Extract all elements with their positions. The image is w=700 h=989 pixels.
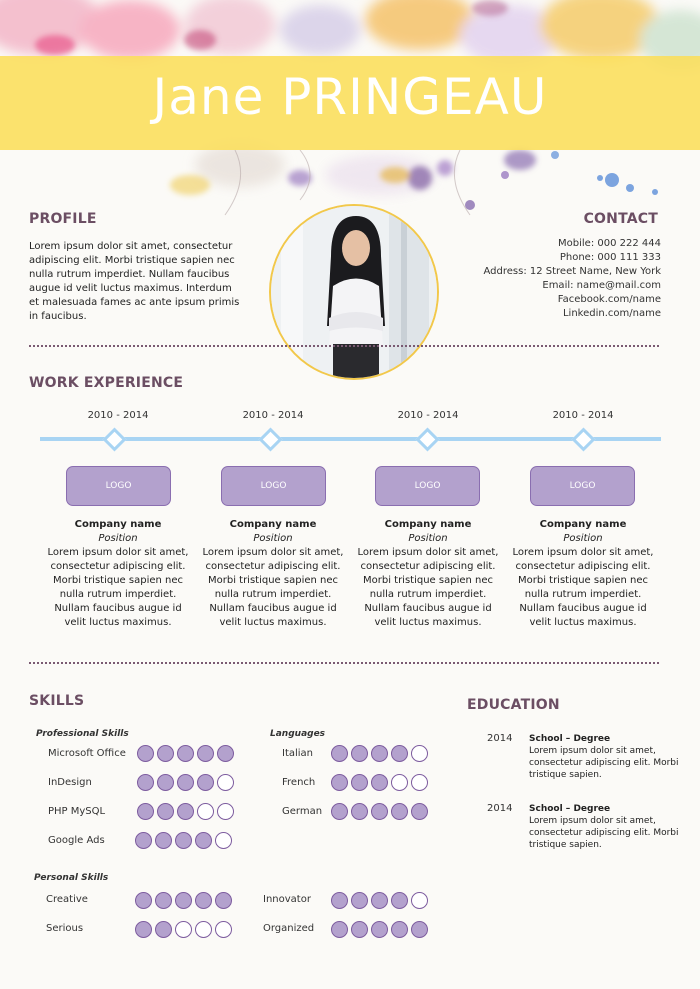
job-1-logo: LOGO (66, 466, 171, 506)
skill-rating (137, 774, 234, 791)
rating-dot-empty (195, 921, 212, 938)
timeline-marker (571, 427, 595, 451)
personal-skill-label: Organized (263, 923, 315, 934)
job-position: Position (408, 533, 448, 544)
rating-dot-filled (351, 921, 368, 938)
personal-skill-rating (135, 921, 232, 938)
rating-dot-empty (411, 774, 428, 791)
job-3-years: 2010 - 2014 (397, 410, 459, 421)
job-1 (43, 518, 193, 630)
rating-dot-filled (157, 774, 174, 791)
rating-dot-empty (215, 921, 232, 938)
rating-dot-empty (215, 832, 232, 849)
job-company: Company name (384, 519, 472, 530)
rating-dot-filled (177, 774, 194, 791)
rating-dot-empty (411, 745, 428, 762)
rating-dot-filled (351, 892, 368, 909)
job-company: Company name (539, 519, 627, 530)
rating-dot-filled (391, 803, 408, 820)
contact-title: CONTACT (583, 211, 658, 227)
personal-skill-rating (135, 892, 232, 909)
job-2-years: 2010 - 2014 (242, 410, 304, 421)
personal-skill-label: Creative (46, 894, 88, 905)
skill-rating (137, 745, 234, 762)
job-4-years: 2010 - 2014 (552, 410, 614, 421)
languages-title: Languages (270, 729, 326, 739)
job-position: Position (563, 533, 603, 544)
job-company: Company name (74, 519, 162, 530)
personal-skill-rating (331, 921, 428, 938)
personal-skill-label: Serious (46, 923, 84, 934)
rating-dot-filled (197, 774, 214, 791)
skill-rating (137, 803, 234, 820)
education-description: Lorem ipsum dolor sit amet, consectetur adipiscing elit. Morbi tristique sapien. (529, 746, 679, 780)
contact-mobile: Mobile: 000 222 444 (558, 238, 661, 249)
job-description: Lorem ipsum dolor sit amet, consectetur adipiscing elit. Morbi tristique sapien nec nulla rutrum imperdiet. Nullam faucibus augue id velit luctus maximus. (357, 547, 499, 628)
education-year: 2014 (487, 733, 513, 744)
rating-dot-filled (135, 892, 152, 909)
job-3-logo: LOGO (375, 466, 480, 506)
rating-dot-filled (215, 892, 232, 909)
work-title: WORK EXPERIENCE (29, 375, 184, 391)
education-title: EDUCATION (467, 697, 560, 713)
language-label: German (282, 806, 323, 817)
rating-dot-filled (331, 745, 348, 762)
rating-dot-filled (157, 803, 174, 820)
rating-dot-filled (157, 745, 174, 762)
job-3 (353, 518, 503, 630)
rating-dot-filled (411, 803, 428, 820)
rating-dot-empty (217, 774, 234, 791)
personal-skills-title: Personal Skills (34, 873, 109, 883)
job-2 (198, 518, 348, 630)
profile-photo (269, 204, 439, 380)
skill-rating (135, 832, 232, 849)
skill-label: Microsoft Office (48, 748, 126, 759)
section-divider (29, 345, 659, 347)
rating-dot-filled (177, 745, 194, 762)
job-description: Lorem ipsum dolor sit amet, consectetur adipiscing elit. Morbi tristique sapien nec nulla rutrum imperdiet. Nullam faucibus augue id velit luctus maximus. (512, 547, 654, 628)
education-description: Lorem ipsum dolor sit amet, consectetur adipiscing elit. Morbi tristique sapien. (529, 816, 679, 850)
portrait-illustration (271, 206, 439, 380)
rating-dot-filled (155, 892, 172, 909)
rating-dot-filled (351, 745, 368, 762)
rating-dot-empty (175, 921, 192, 938)
rating-dot-filled (217, 745, 234, 762)
education-degree: School – Degree (529, 804, 611, 814)
rating-dot-filled (331, 774, 348, 791)
rating-dot-filled (371, 803, 388, 820)
rating-dot-filled (371, 774, 388, 791)
rating-dot-filled (351, 774, 368, 791)
rating-dot-filled (391, 892, 408, 909)
rating-dot-filled (391, 921, 408, 938)
rating-dot-filled (371, 892, 388, 909)
language-rating (331, 774, 428, 791)
timeline-marker (102, 427, 126, 451)
rating-dot-filled (331, 892, 348, 909)
section-divider (29, 662, 659, 664)
job-position: Position (253, 533, 293, 544)
rating-dot-filled (137, 774, 154, 791)
rating-dot-filled (137, 745, 154, 762)
rating-dot-filled (197, 745, 214, 762)
rating-dot-filled (371, 745, 388, 762)
job-description: Lorem ipsum dolor sit amet, consectetur adipiscing elit. Morbi tristique sapien nec nulla rutrum imperdiet. Nullam faucibus augue id velit luctus maximus. (202, 547, 344, 628)
contact-facebook: Facebook.com/name (557, 294, 661, 305)
contact-email: Email: name@mail.com (542, 280, 661, 291)
rating-dot-filled (175, 892, 192, 909)
rating-dot-filled (411, 921, 428, 938)
personal-skill-rating (331, 892, 428, 909)
rating-dot-empty (217, 803, 234, 820)
education-year: 2014 (487, 803, 513, 814)
rating-dot-filled (391, 745, 408, 762)
rating-dot-filled (135, 832, 152, 849)
job-1-years: 2010 - 2014 (87, 410, 149, 421)
rating-dot-filled (331, 921, 348, 938)
professional-skills-title: Professional Skills (36, 729, 129, 739)
skill-label: PHP MySQL (48, 806, 106, 817)
education-item (529, 803, 679, 851)
timeline-marker (258, 427, 282, 451)
language-label: Italian (282, 748, 314, 759)
contact-block (431, 237, 661, 321)
job-description: Lorem ipsum dolor sit amet, consectetur adipiscing elit. Morbi tristique sapien nec nulla rutrum imperdiet. Nullam faucibus augue id velit luctus maximus. (47, 547, 189, 628)
skill-label: InDesign (48, 777, 92, 788)
rating-dot-filled (195, 832, 212, 849)
rating-dot-filled (137, 803, 154, 820)
job-4 (508, 518, 658, 630)
timeline-bar (40, 437, 661, 441)
education-item (529, 733, 679, 781)
job-position: Position (98, 533, 138, 544)
rating-dot-filled (135, 921, 152, 938)
contact-linkedin: Linkedin.com/name (562, 308, 661, 319)
job-company: Company name (229, 519, 317, 530)
rating-dot-filled (155, 921, 172, 938)
personal-skill-label: Innovator (263, 894, 311, 905)
rating-dot-filled (371, 921, 388, 938)
profile-title: PROFILE (29, 211, 97, 227)
contact-phone: Phone: 000 111 333 (559, 252, 661, 263)
education-degree: School – Degree (529, 734, 611, 744)
rating-dot-filled (195, 892, 212, 909)
job-2-logo: LOGO (221, 466, 326, 506)
rating-dot-filled (331, 803, 348, 820)
rating-dot-empty (197, 803, 214, 820)
rating-dot-filled (351, 803, 368, 820)
rating-dot-filled (177, 803, 194, 820)
language-rating (331, 745, 428, 762)
contact-address: Address: 12 Street Name, New York (483, 266, 661, 277)
language-rating (331, 803, 428, 820)
rating-dot-filled (155, 832, 172, 849)
profile-text: Lorem ipsum dolor sit amet, consectetur adipiscing elit. Morbi tristique sapien nec nulla rutrum imperdiet. Nullam faucibus augue id velit luctus maximus. Interdum et malesuada fames ac ante ipsum primis in faucibus. (29, 241, 240, 322)
resume-name: Jane PRINGEAU (152, 68, 548, 126)
skills-title: SKILLS (29, 693, 85, 709)
skill-label: Google Ads (48, 835, 105, 846)
timeline-marker (415, 427, 439, 451)
job-4-logo: LOGO (530, 466, 635, 506)
rating-dot-filled (175, 832, 192, 849)
rating-dot-empty (411, 892, 428, 909)
language-label: French (282, 777, 316, 788)
rating-dot-empty (391, 774, 408, 791)
